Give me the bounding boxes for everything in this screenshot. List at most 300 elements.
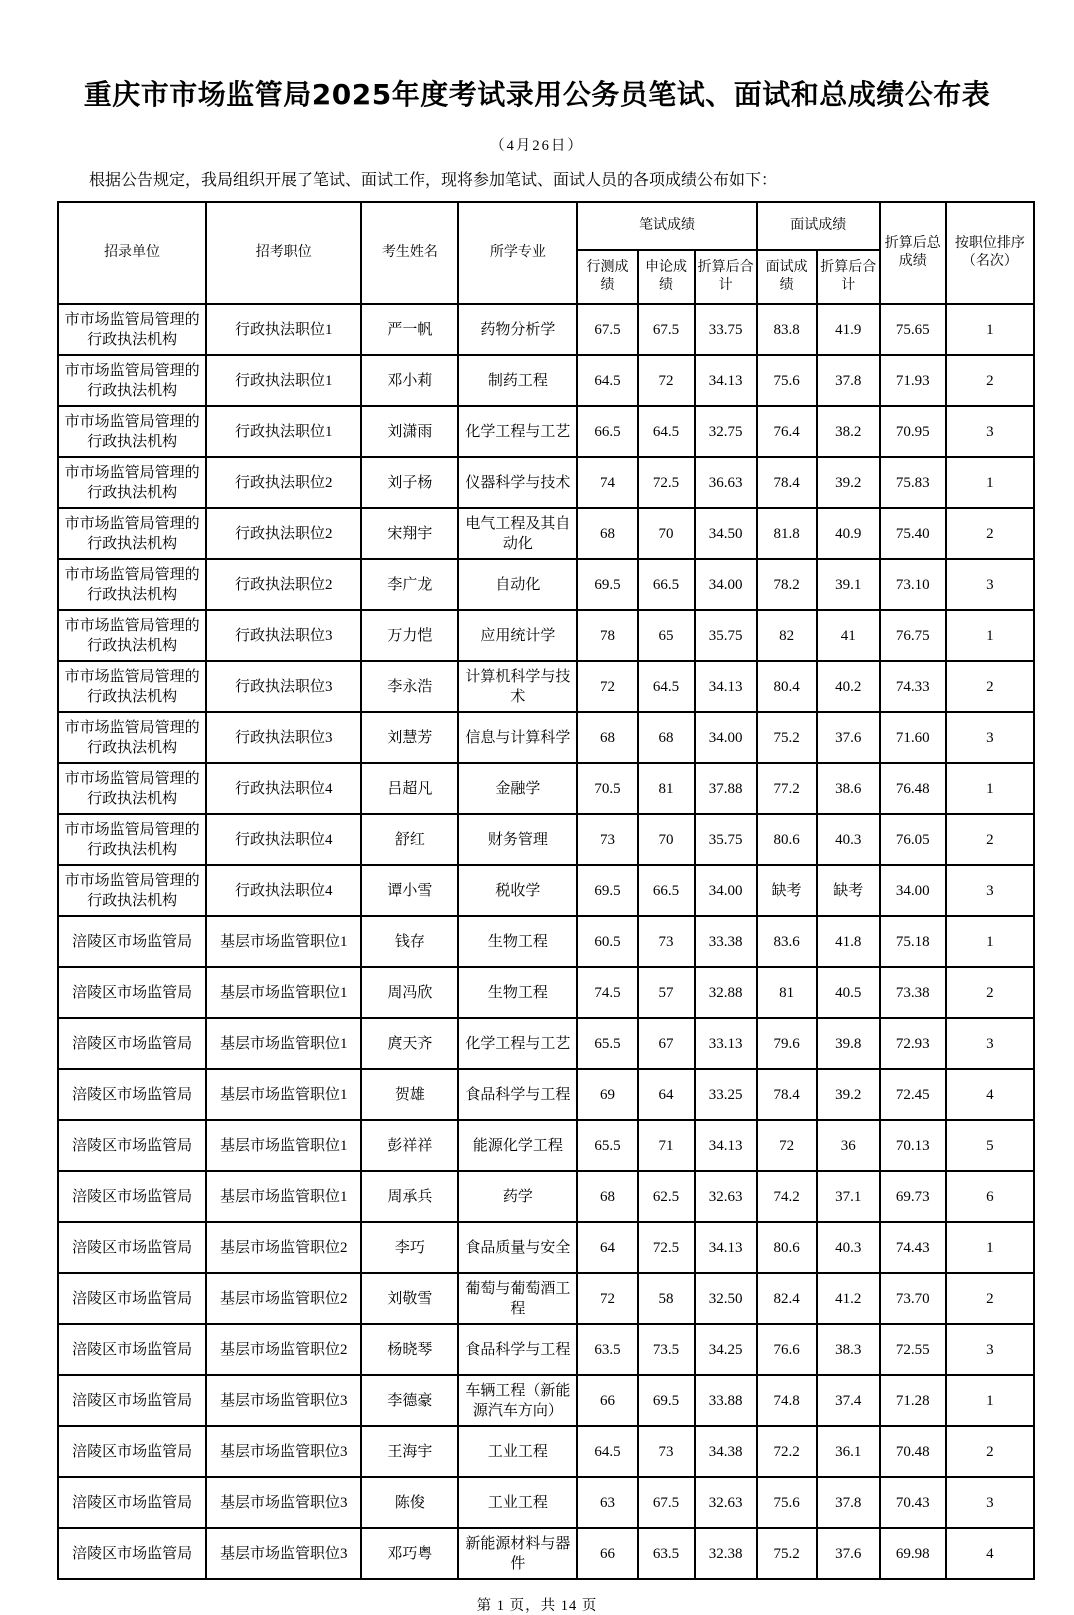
- cell-shenlun-score: 67.5: [638, 304, 695, 355]
- cell-interview-converted-total: 37.4: [817, 1375, 880, 1426]
- cell-major: 葡萄与葡萄酒工程: [458, 1273, 577, 1324]
- table-row: [58, 1018, 1034, 1069]
- cell-name: 吕超凡: [361, 763, 458, 814]
- cell-written-converted-total: 34.50: [695, 508, 757, 559]
- cell-interview-score: 72: [757, 1120, 817, 1171]
- cell-name: 谭小雪: [361, 865, 458, 916]
- cell-major: 工业工程: [458, 1477, 577, 1528]
- cell-position: 行政执法职位4: [206, 814, 361, 865]
- cell-rank: 1: [946, 457, 1034, 508]
- cell-rank: 1: [946, 763, 1034, 814]
- header-interview-converted-total: 折算后合计: [817, 250, 880, 304]
- cell-shenlun-score: 70: [638, 814, 695, 865]
- cell-unit: 涪陵区市场监管局: [58, 1375, 206, 1426]
- cell-interview-score: 83.6: [757, 916, 817, 967]
- header-row-groups: [58, 202, 1034, 250]
- cell-xingce-score: 63.5: [577, 1324, 637, 1375]
- header-unit: 招录单位: [58, 202, 206, 304]
- cell-position: 基层市场监管职位3: [206, 1477, 361, 1528]
- cell-unit: 市市场监管局管理的行政执法机构: [58, 304, 206, 355]
- cell-major: 食品质量与安全: [458, 1222, 577, 1273]
- cell-written-converted-total: 33.38: [695, 916, 757, 967]
- cell-shenlun-score: 72: [638, 355, 695, 406]
- cell-position: 基层市场监管职位1: [206, 1069, 361, 1120]
- table-row: [58, 763, 1034, 814]
- cell-position: 基层市场监管职位2: [206, 1273, 361, 1324]
- cell-xingce-score: 65.5: [577, 1120, 637, 1171]
- cell-interview-converted-total: 37.8: [817, 1477, 880, 1528]
- header-interview-group: 面试成绩: [757, 202, 880, 250]
- cell-rank: 2: [946, 967, 1034, 1018]
- cell-unit: 市市场监管局管理的行政执法机构: [58, 865, 206, 916]
- cell-major: 电气工程及其自动化: [458, 508, 577, 559]
- cell-interview-score: 78.4: [757, 1069, 817, 1120]
- cell-rank: 3: [946, 406, 1034, 457]
- table-row: [58, 1375, 1034, 1426]
- cell-position: 基层市场监管职位2: [206, 1222, 361, 1273]
- cell-major: 化学工程与工艺: [458, 406, 577, 457]
- cell-interview-score: 81: [757, 967, 817, 1018]
- cell-written-converted-total: 35.75: [695, 610, 757, 661]
- cell-written-converted-total: 32.75: [695, 406, 757, 457]
- cell-position: 行政执法职位2: [206, 559, 361, 610]
- cell-name: 邓巧粤: [361, 1528, 458, 1579]
- cell-interview-score: 82.4: [757, 1273, 817, 1324]
- cell-unit: 市市场监管局管理的行政执法机构: [58, 712, 206, 763]
- cell-position: 基层市场监管职位1: [206, 1171, 361, 1222]
- cell-shenlun-score: 72.5: [638, 457, 695, 508]
- cell-shenlun-score: 62.5: [638, 1171, 695, 1222]
- cell-interview-score: 78.2: [757, 559, 817, 610]
- cell-final-total: 71.93: [880, 355, 946, 406]
- cell-name: 贺雄: [361, 1069, 458, 1120]
- cell-name: 舒红: [361, 814, 458, 865]
- table-row: [58, 355, 1034, 406]
- cell-xingce-score: 65.5: [577, 1018, 637, 1069]
- cell-xingce-score: 68: [577, 712, 637, 763]
- cell-rank: 2: [946, 1273, 1034, 1324]
- cell-interview-converted-total: 41.9: [817, 304, 880, 355]
- cell-name: 刘慧芳: [361, 712, 458, 763]
- cell-interview-score: 75.2: [757, 1528, 817, 1579]
- cell-interview-converted-total: 39.2: [817, 1069, 880, 1120]
- cell-written-converted-total: 34.38: [695, 1426, 757, 1477]
- cell-written-converted-total: 34.13: [695, 355, 757, 406]
- header-final-total: 折算后总成绩: [880, 202, 946, 304]
- cell-interview-converted-total: 40.5: [817, 967, 880, 1018]
- cell-interview-score: 82: [757, 610, 817, 661]
- cell-major: 金融学: [458, 763, 577, 814]
- header-shenlun-score: 申论成绩: [638, 250, 695, 304]
- table-row: [58, 1120, 1034, 1171]
- cell-major: 财务管理: [458, 814, 577, 865]
- cell-final-total: 71.60: [880, 712, 946, 763]
- cell-major: 车辆工程（新能源汽车方向）: [458, 1375, 577, 1426]
- cell-interview-score: 76.6: [757, 1324, 817, 1375]
- cell-written-converted-total: 34.13: [695, 1222, 757, 1273]
- cell-written-converted-total: 32.63: [695, 1477, 757, 1528]
- cell-written-converted-total: 34.00: [695, 865, 757, 916]
- cell-unit: 市市场监管局管理的行政执法机构: [58, 661, 206, 712]
- cell-position: 行政执法职位2: [206, 457, 361, 508]
- cell-interview-score: 缺考: [757, 865, 817, 916]
- cell-interview-converted-total: 40.3: [817, 814, 880, 865]
- page-number: 第 1 页，共 14 页: [476, 1598, 598, 1615]
- table-row: [58, 712, 1034, 763]
- cell-name: 严一帆: [361, 304, 458, 355]
- cell-written-converted-total: 34.00: [695, 559, 757, 610]
- cell-unit: 涪陵区市场监管局: [58, 1477, 206, 1528]
- cell-unit: 涪陵区市场监管局: [58, 967, 206, 1018]
- cell-position: 行政执法职位3: [206, 610, 361, 661]
- cell-interview-converted-total: 38.6: [817, 763, 880, 814]
- cell-written-converted-total: 33.75: [695, 304, 757, 355]
- cell-shenlun-score: 63.5: [638, 1528, 695, 1579]
- cell-final-total: 70.48: [880, 1426, 946, 1477]
- cell-major: 计算机科学与技术: [458, 661, 577, 712]
- table-row: [58, 1069, 1034, 1120]
- cell-xingce-score: 64.5: [577, 355, 637, 406]
- cell-name: 杨晓琴: [361, 1324, 458, 1375]
- cell-rank: 1: [946, 1375, 1034, 1426]
- cell-rank: 4: [946, 1528, 1034, 1579]
- cell-interview-converted-total: 40.2: [817, 661, 880, 712]
- cell-shenlun-score: 73: [638, 1426, 695, 1477]
- cell-name: 彭祥祥: [361, 1120, 458, 1171]
- cell-shenlun-score: 58: [638, 1273, 695, 1324]
- cell-rank: 2: [946, 814, 1034, 865]
- cell-interview-converted-total: 37.1: [817, 1171, 880, 1222]
- cell-position: 行政执法职位1: [206, 355, 361, 406]
- cell-interview-converted-total: 缺考: [817, 865, 880, 916]
- cell-xingce-score: 73: [577, 814, 637, 865]
- cell-interview-score: 80.4: [757, 661, 817, 712]
- cell-major: 制药工程: [458, 355, 577, 406]
- cell-rank: 1: [946, 610, 1034, 661]
- cell-final-total: 76.05: [880, 814, 946, 865]
- cell-written-converted-total: 35.75: [695, 814, 757, 865]
- cell-shenlun-score: 64.5: [638, 661, 695, 712]
- cell-position: 基层市场监管职位3: [206, 1375, 361, 1426]
- cell-written-converted-total: 36.63: [695, 457, 757, 508]
- score-table: [57, 201, 1035, 1580]
- table-row: [58, 661, 1034, 712]
- cell-unit: 涪陵区市场监管局: [58, 1018, 206, 1069]
- cell-interview-converted-total: 41: [817, 610, 880, 661]
- cell-interview-converted-total: 37.8: [817, 355, 880, 406]
- cell-xingce-score: 66: [577, 1375, 637, 1426]
- cell-unit: 涪陵区市场监管局: [58, 1222, 206, 1273]
- cell-xingce-score: 60.5: [577, 916, 637, 967]
- cell-unit: 涪陵区市场监管局: [58, 916, 206, 967]
- cell-unit: 市市场监管局管理的行政执法机构: [58, 457, 206, 508]
- cell-final-total: 72.45: [880, 1069, 946, 1120]
- cell-written-converted-total: 34.13: [695, 661, 757, 712]
- cell-interview-score: 81.8: [757, 508, 817, 559]
- cell-position: 基层市场监管职位3: [206, 1426, 361, 1477]
- cell-final-total: 75.65: [880, 304, 946, 355]
- cell-interview-converted-total: 40.9: [817, 508, 880, 559]
- cell-interview-score: 83.8: [757, 304, 817, 355]
- cell-rank: 2: [946, 355, 1034, 406]
- cell-shenlun-score: 68: [638, 712, 695, 763]
- cell-major: 新能源材料与器件: [458, 1528, 577, 1579]
- cell-final-total: 34.00: [880, 865, 946, 916]
- cell-shenlun-score: 66.5: [638, 559, 695, 610]
- cell-name: 刘潇雨: [361, 406, 458, 457]
- cell-interview-score: 75.2: [757, 712, 817, 763]
- header-name: 考生姓名: [361, 202, 458, 304]
- cell-shenlun-score: 69.5: [638, 1375, 695, 1426]
- cell-unit: 涪陵区市场监管局: [58, 1426, 206, 1477]
- cell-name: 李永浩: [361, 661, 458, 712]
- cell-interview-converted-total: 38.3: [817, 1324, 880, 1375]
- cell-interview-converted-total: 37.6: [817, 712, 880, 763]
- cell-major: 生物工程: [458, 967, 577, 1018]
- date-line: （4月26日）: [490, 137, 584, 154]
- cell-shenlun-score: 67: [638, 1018, 695, 1069]
- cell-unit: 涪陵区市场监管局: [58, 1120, 206, 1171]
- cell-major: 化学工程与工艺: [458, 1018, 577, 1069]
- cell-interview-converted-total: 38.2: [817, 406, 880, 457]
- cell-xingce-score: 69: [577, 1069, 637, 1120]
- table-row: [58, 508, 1034, 559]
- cell-xingce-score: 64: [577, 1222, 637, 1273]
- cell-final-total: 73.70: [880, 1273, 946, 1324]
- cell-written-converted-total: 33.88: [695, 1375, 757, 1426]
- cell-final-total: 72.93: [880, 1018, 946, 1069]
- cell-shenlun-score: 73: [638, 916, 695, 967]
- cell-position: 基层市场监管职位3: [206, 1528, 361, 1579]
- cell-unit: 市市场监管局管理的行政执法机构: [58, 814, 206, 865]
- table-row: [58, 1171, 1034, 1222]
- cell-xingce-score: 68: [577, 1171, 637, 1222]
- cell-major: 生物工程: [458, 916, 577, 967]
- cell-rank: 3: [946, 1018, 1034, 1069]
- cell-final-total: 72.55: [880, 1324, 946, 1375]
- cell-shenlun-score: 66.5: [638, 865, 695, 916]
- cell-final-total: 70.95: [880, 406, 946, 457]
- cell-interview-score: 75.6: [757, 355, 817, 406]
- table-row: [58, 610, 1034, 661]
- cell-interview-score: 79.6: [757, 1018, 817, 1069]
- cell-major: 信息与计算科学: [458, 712, 577, 763]
- cell-shenlun-score: 65: [638, 610, 695, 661]
- cell-position: 行政执法职位3: [206, 661, 361, 712]
- cell-written-converted-total: 33.13: [695, 1018, 757, 1069]
- cell-written-converted-total: 37.88: [695, 763, 757, 814]
- table-row: [58, 457, 1034, 508]
- cell-position: 行政执法职位1: [206, 406, 361, 457]
- cell-written-converted-total: 34.00: [695, 712, 757, 763]
- table-row: [58, 1528, 1034, 1579]
- cell-written-converted-total: 34.25: [695, 1324, 757, 1375]
- cell-rank: 1: [946, 1222, 1034, 1273]
- cell-xingce-score: 72: [577, 661, 637, 712]
- cell-name: 李广龙: [361, 559, 458, 610]
- cell-position: 行政执法职位2: [206, 508, 361, 559]
- cell-name: 万力恺: [361, 610, 458, 661]
- cell-final-total: 75.18: [880, 916, 946, 967]
- table-row: [58, 1477, 1034, 1528]
- cell-shenlun-score: 72.5: [638, 1222, 695, 1273]
- cell-xingce-score: 74: [577, 457, 637, 508]
- cell-written-converted-total: 32.50: [695, 1273, 757, 1324]
- table-row: [58, 1273, 1034, 1324]
- cell-interview-converted-total: 39.1: [817, 559, 880, 610]
- cell-final-total: 74.43: [880, 1222, 946, 1273]
- cell-name: 李德豪: [361, 1375, 458, 1426]
- cell-shenlun-score: 64: [638, 1069, 695, 1120]
- cell-final-total: 71.28: [880, 1375, 946, 1426]
- table-row: [58, 1426, 1034, 1477]
- cell-major: 税收学: [458, 865, 577, 916]
- cell-name: 王海宇: [361, 1426, 458, 1477]
- cell-xingce-score: 78: [577, 610, 637, 661]
- cell-xingce-score: 69.5: [577, 559, 637, 610]
- cell-rank: 2: [946, 661, 1034, 712]
- cell-unit: 涪陵区市场监管局: [58, 1324, 206, 1375]
- cell-rank: 1: [946, 916, 1034, 967]
- header-rank: 按职位排序（名次）: [946, 202, 1034, 304]
- cell-shenlun-score: 57: [638, 967, 695, 1018]
- cell-major: 食品科学与工程: [458, 1324, 577, 1375]
- header-written-converted-total: 折算后合计: [695, 250, 757, 304]
- cell-final-total: 76.48: [880, 763, 946, 814]
- cell-rank: 2: [946, 1426, 1034, 1477]
- cell-rank: 3: [946, 712, 1034, 763]
- cell-shenlun-score: 73.5: [638, 1324, 695, 1375]
- cell-position: 基层市场监管职位1: [206, 916, 361, 967]
- cell-position: 基层市场监管职位2: [206, 1324, 361, 1375]
- table-row: [58, 814, 1034, 865]
- table-row: [58, 1324, 1034, 1375]
- cell-xingce-score: 72: [577, 1273, 637, 1324]
- cell-rank: 6: [946, 1171, 1034, 1222]
- cell-xingce-score: 69.5: [577, 865, 637, 916]
- intro-paragraph: 根据公告规定，我局组织开展了笔试、面试工作，现将参加笔试、面试人员的各项成绩公布如下：: [89, 171, 778, 189]
- header-position: 招考职位: [206, 202, 361, 304]
- cell-final-total: 75.40: [880, 508, 946, 559]
- header-interview-score: 面试成绩: [757, 250, 817, 304]
- cell-written-converted-total: 32.88: [695, 967, 757, 1018]
- table-row: [58, 304, 1034, 355]
- cell-interview-converted-total: 37.6: [817, 1528, 880, 1579]
- header-written-group: 笔试成绩: [577, 202, 756, 250]
- table-row: [58, 916, 1034, 967]
- header-major: 所学专业: [458, 202, 577, 304]
- cell-name: 刘敬雪: [361, 1273, 458, 1324]
- cell-interview-converted-total: 36.1: [817, 1426, 880, 1477]
- cell-unit: 涪陵区市场监管局: [58, 1069, 206, 1120]
- table-row: [58, 1222, 1034, 1273]
- cell-interview-score: 76.4: [757, 406, 817, 457]
- cell-interview-score: 80.6: [757, 1222, 817, 1273]
- cell-rank: 3: [946, 559, 1034, 610]
- cell-final-total: 73.10: [880, 559, 946, 610]
- cell-xingce-score: 74.5: [577, 967, 637, 1018]
- cell-final-total: 74.33: [880, 661, 946, 712]
- cell-interview-score: 74.2: [757, 1171, 817, 1222]
- cell-rank: 5: [946, 1120, 1034, 1171]
- cell-rank: 1: [946, 304, 1034, 355]
- cell-name: 李巧: [361, 1222, 458, 1273]
- cell-shenlun-score: 81: [638, 763, 695, 814]
- cell-position: 行政执法职位3: [206, 712, 361, 763]
- table-row: [58, 559, 1034, 610]
- cell-interview-score: 75.6: [757, 1477, 817, 1528]
- cell-unit: 市市场监管局管理的行政执法机构: [58, 406, 206, 457]
- cell-unit: 涪陵区市场监管局: [58, 1528, 206, 1579]
- cell-position: 基层市场监管职位1: [206, 1120, 361, 1171]
- cell-written-converted-total: 33.25: [695, 1069, 757, 1120]
- cell-unit: 市市场监管局管理的行政执法机构: [58, 559, 206, 610]
- cell-position: 基层市场监管职位1: [206, 967, 361, 1018]
- cell-final-total: 69.98: [880, 1528, 946, 1579]
- cell-xingce-score: 63: [577, 1477, 637, 1528]
- cell-rank: 3: [946, 865, 1034, 916]
- cell-interview-score: 74.8: [757, 1375, 817, 1426]
- cell-interview-score: 77.2: [757, 763, 817, 814]
- cell-position: 行政执法职位1: [206, 304, 361, 355]
- cell-unit: 市市场监管局管理的行政执法机构: [58, 508, 206, 559]
- table-row: [58, 967, 1034, 1018]
- cell-name: 宋翔宇: [361, 508, 458, 559]
- cell-shenlun-score: 71: [638, 1120, 695, 1171]
- page-title: 重庆市市场监管局2025年度考试录用公务员笔试、面试和总成绩公布表: [83, 78, 991, 111]
- cell-major: 自动化: [458, 559, 577, 610]
- cell-position: 行政执法职位4: [206, 865, 361, 916]
- cell-written-converted-total: 32.63: [695, 1171, 757, 1222]
- cell-rank: 2: [946, 508, 1034, 559]
- cell-final-total: 75.83: [880, 457, 946, 508]
- cell-rank: 3: [946, 1324, 1034, 1375]
- cell-name: 陈俊: [361, 1477, 458, 1528]
- cell-written-converted-total: 34.13: [695, 1120, 757, 1171]
- cell-rank: 3: [946, 1477, 1034, 1528]
- cell-major: 能源化学工程: [458, 1120, 577, 1171]
- cell-unit: 市市场监管局管理的行政执法机构: [58, 763, 206, 814]
- cell-interview-converted-total: 40.3: [817, 1222, 880, 1273]
- cell-shenlun-score: 70: [638, 508, 695, 559]
- cell-interview-score: 72.2: [757, 1426, 817, 1477]
- cell-name: 周承兵: [361, 1171, 458, 1222]
- cell-rank: 4: [946, 1069, 1034, 1120]
- cell-unit: 涪陵区市场监管局: [58, 1171, 206, 1222]
- cell-unit: 市市场监管局管理的行政执法机构: [58, 610, 206, 661]
- cell-unit: 涪陵区市场监管局: [58, 1273, 206, 1324]
- cell-interview-converted-total: 39.2: [817, 457, 880, 508]
- cell-shenlun-score: 67.5: [638, 1477, 695, 1528]
- cell-name: 刘子杨: [361, 457, 458, 508]
- cell-name: 庹天齐: [361, 1018, 458, 1069]
- cell-major: 药学: [458, 1171, 577, 1222]
- cell-position: 行政执法职位4: [206, 763, 361, 814]
- cell-name: 周冯欣: [361, 967, 458, 1018]
- cell-major: 药物分析学: [458, 304, 577, 355]
- cell-interview-score: 80.6: [757, 814, 817, 865]
- cell-interview-converted-total: 39.8: [817, 1018, 880, 1069]
- cell-interview-score: 78.4: [757, 457, 817, 508]
- cell-written-converted-total: 32.38: [695, 1528, 757, 1579]
- cell-xingce-score: 70.5: [577, 763, 637, 814]
- cell-shenlun-score: 64.5: [638, 406, 695, 457]
- cell-name: 邓小莉: [361, 355, 458, 406]
- cell-unit: 市市场监管局管理的行政执法机构: [58, 355, 206, 406]
- cell-xingce-score: 68: [577, 508, 637, 559]
- cell-final-total: 73.38: [880, 967, 946, 1018]
- cell-major: 工业工程: [458, 1426, 577, 1477]
